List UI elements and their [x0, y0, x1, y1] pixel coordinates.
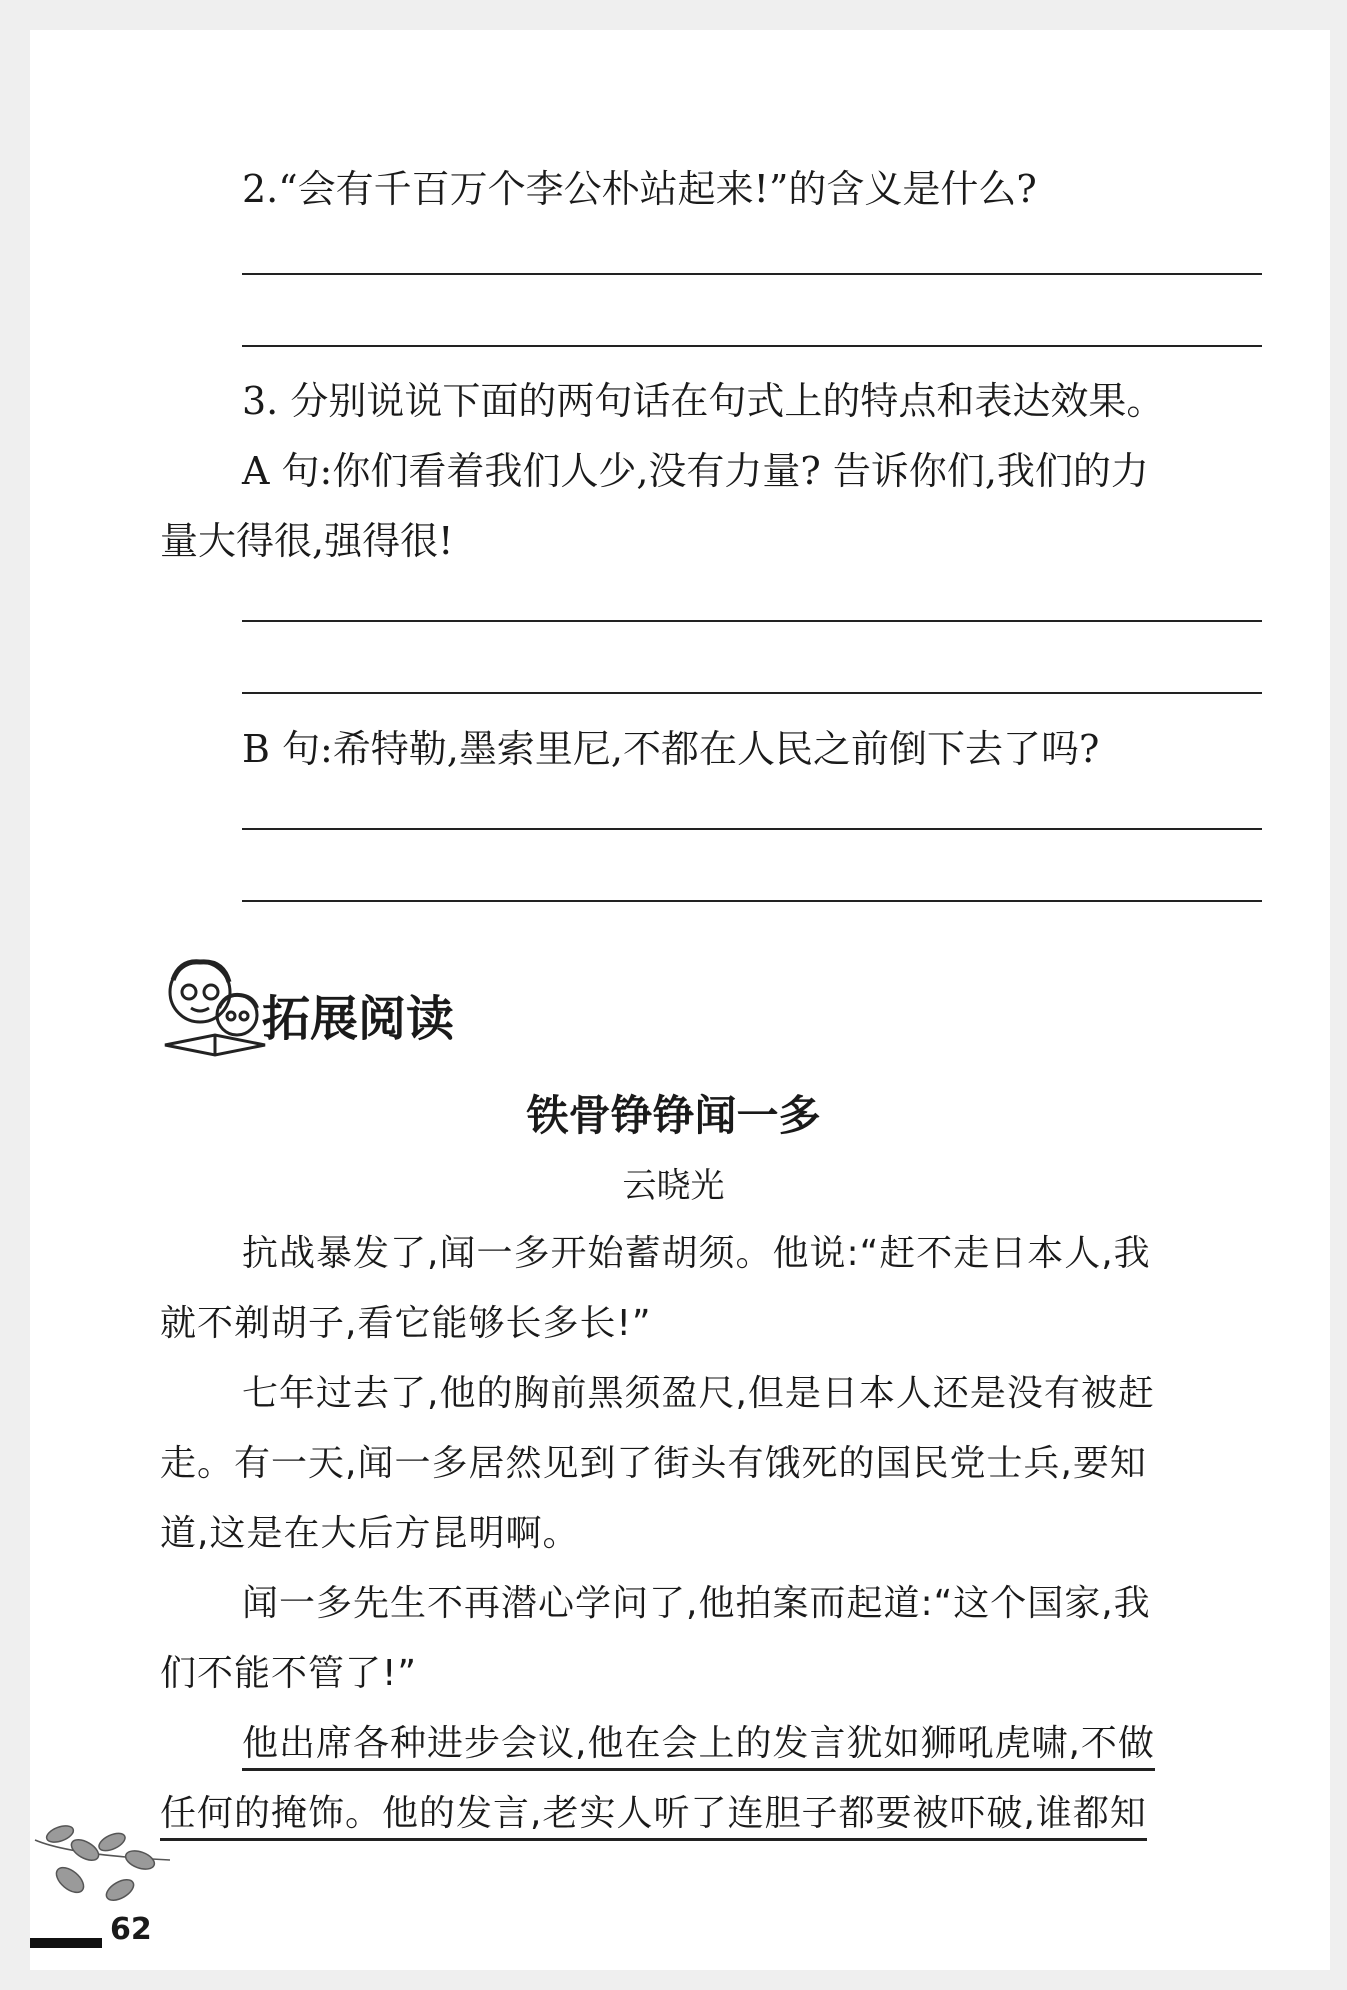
question-2: 2.“会有千百万个李公朴站起来!”的含义是什么? [242, 167, 1037, 211]
question-3: 3. 分别说说下面的两句话在句式上的特点和表达效果。 [242, 379, 1165, 423]
article-line: 们不能不管了!” [160, 1653, 418, 1694]
article-title: 铁骨铮铮闻一多 [526, 1091, 821, 1140]
page-number: 62 [110, 1912, 152, 1947]
answer-line[interactable] [242, 620, 1262, 622]
footer-bar [30, 1938, 102, 1948]
sentence-a-line-1: A 句:你们看着我们人少,没有力量? 告诉你们,我们的力 [242, 449, 1149, 493]
article-line: 就不剃胡子,看它能够长多长!” [160, 1303, 652, 1344]
article-line-underlined: 他出席各种进步会议,他在会上的发言犹如狮吼虎啸,不做 [242, 1715, 1155, 1771]
sentence-b: B 句:希特勒,墨索里尼,不都在人民之前倒下去了吗? [242, 727, 1100, 771]
article-line: 闻一多先生不再潜心学问了,他拍案而起道:“这个国家,我 [242, 1583, 1151, 1624]
article-line: 七年过去了,他的胸前黑须盈尺,但是日本人还是没有被赶 [242, 1373, 1155, 1414]
sentence-a-line-2: 量大得很,强得很! [160, 519, 454, 563]
article-line-underlined: 任何的掩饰。他的发言,老实人听了连胆子都要被吓破,谁都知 [160, 1785, 1147, 1841]
answer-line[interactable] [242, 692, 1262, 694]
answer-line[interactable] [242, 273, 1262, 275]
section-title: 拓展阅读 [262, 991, 455, 1047]
article-line: 走。有一天,闻一多居然见到了街头有饿死的国民党士兵,要知 [160, 1443, 1147, 1484]
article-author: 云晓光 [622, 1166, 725, 1206]
article-line: 道,这是在大后方昆明啊。 [160, 1513, 580, 1554]
answer-line[interactable] [242, 900, 1262, 902]
leaf-branch-icon [30, 1820, 180, 1920]
answer-line[interactable] [242, 345, 1262, 347]
answer-line[interactable] [242, 828, 1262, 830]
article-line: 抗战暴发了,闻一多开始蓄胡须。他说:“赶不走日本人,我 [242, 1233, 1151, 1274]
